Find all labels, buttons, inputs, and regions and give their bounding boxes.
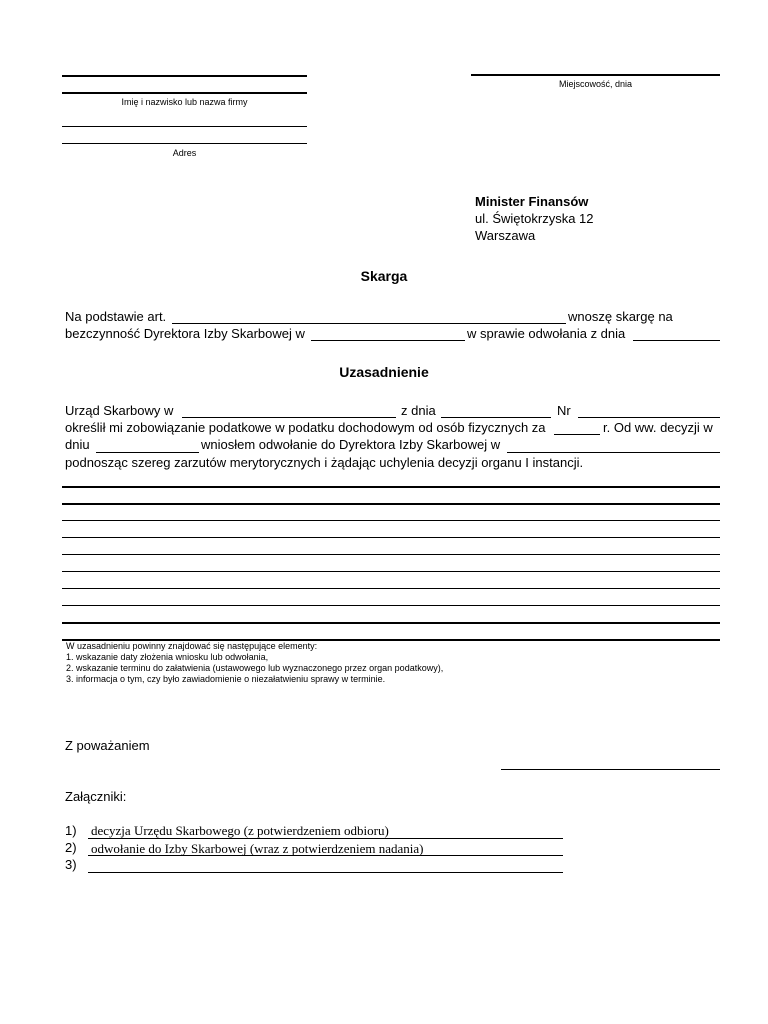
name-line-top [62, 75, 307, 77]
just-line3-a: dniu [65, 437, 90, 452]
just-line1-b: z dnia [401, 403, 436, 418]
recipient-street: ul. Świętokrzyska 12 [475, 211, 594, 226]
attachment-number: 3) [65, 857, 77, 872]
just-line4: podnosząc szereg zarzutów merytorycznych i żądając uchylenia decyzji organu I instancji. [65, 455, 584, 470]
writing-line [62, 605, 720, 606]
name-label: Imię i nazwisko lub nazwa firmy [121, 97, 248, 107]
writing-line [62, 486, 720, 488]
tax-chamber-field-line [311, 340, 465, 341]
attachment-line [88, 838, 563, 839]
just-line2-b: r. Od ww. decyzji w [603, 420, 713, 435]
attachment-number: 1) [65, 823, 77, 838]
address-line-top [62, 126, 307, 127]
just-line2-a: określił mi zobowiązanie podatkowe w podatku dochodowym od osób fizycznych za [65, 420, 546, 435]
complaint-line2-start: bezczynność Dyrektora Izby Skarbowej w [65, 326, 305, 341]
attachment-line [88, 855, 563, 856]
recipient-name: Minister Finansów [475, 194, 589, 209]
signature-line [501, 769, 720, 770]
writing-line [62, 520, 720, 521]
complaint-line1-start: Na podstawie art. [65, 309, 167, 324]
appeal-date-field-line [633, 340, 720, 341]
attachment-item: decyzja Urzędu Skarbowego (z potwierdzeniem odbioru) [91, 823, 389, 838]
appeal-filed-date-field-line [96, 452, 199, 453]
attachments-label: Załączniki: [65, 789, 127, 804]
closing-text: Z poważaniem [65, 738, 150, 753]
just-line1-c: Nr [557, 403, 571, 418]
writing-line [62, 571, 720, 572]
notes-item: 2. wskazanie terminu do załatwienia (ustawowego lub wyznaczonego przez organ podatkowy), [66, 663, 444, 673]
address-line [62, 143, 307, 144]
writing-line [62, 503, 720, 505]
decision-date-field-line [441, 417, 551, 418]
writing-line [62, 622, 720, 624]
tax-chamber-city-field-line [507, 452, 720, 453]
address-label: Adres [172, 148, 197, 158]
decision-number-field-line [578, 417, 720, 418]
writing-line [62, 588, 720, 589]
place-date-label: Miejscowość, dnia [558, 79, 633, 89]
writing-line [62, 554, 720, 555]
tax-year-field-line [554, 434, 600, 435]
complaint-line2-mid: w sprawie odwołania z dnia [467, 326, 626, 341]
notes-item: 1. wskazanie daty złożenia wniosku lub odwołania, [66, 652, 269, 662]
recipient-city: Warszawa [475, 228, 536, 243]
just-line3-b: wniosłem odwołanie do Dyrektora Izby Skarbowej w [201, 437, 501, 452]
just-line1-a: Urząd Skarbowy w [65, 403, 174, 418]
notes-item: 3. informacja o tym, czy było zawiadomienie o niezałatwieniu sprawy w terminie. [66, 674, 386, 684]
attachment-line [88, 872, 563, 873]
name-line [62, 92, 307, 94]
attachment-item: odwołanie do Izby Skarbowej (wraz z potwierdzeniem nadania) [91, 841, 424, 856]
tax-office-field-line [182, 417, 396, 418]
place-date-line [471, 74, 720, 76]
complaint-line1-end: wnoszę skargę na [568, 309, 673, 324]
notes-intro: W uzasadnieniu powinny znajdować się następujące elementy: [66, 641, 318, 651]
writing-line [62, 537, 720, 538]
attachment-number: 2) [65, 840, 77, 855]
article-field-line [172, 323, 566, 324]
page-title: Skarga [360, 268, 408, 284]
justification-title: Uzasadnienie [339, 364, 429, 380]
